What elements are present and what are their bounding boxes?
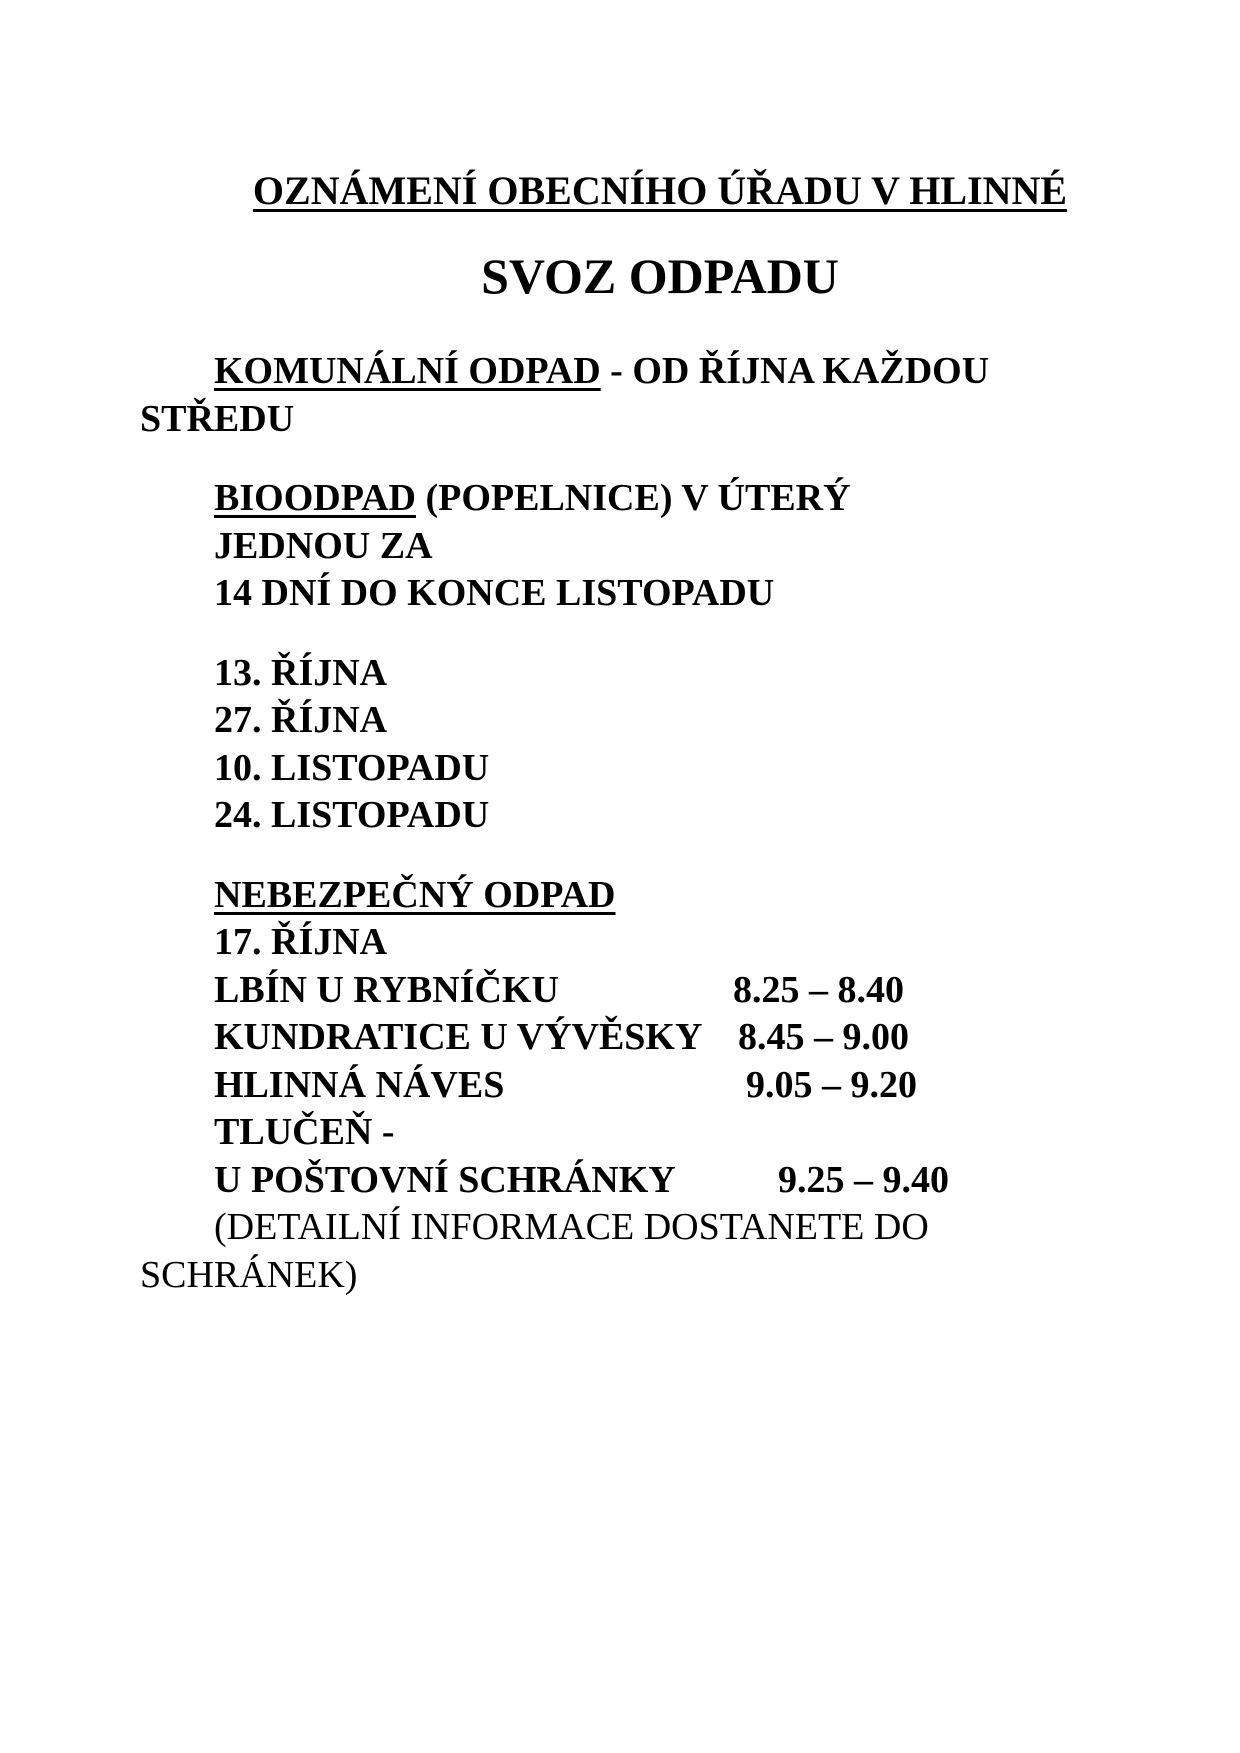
nebezpecny-line bbox=[214, 872, 1180, 920]
bioodpad-line bbox=[214, 475, 1180, 523]
bioodpad-line3: 14 DNÍ DO KONCE LISTOPADU bbox=[214, 572, 775, 614]
bioodpad-heading: BIOODPAD bbox=[214, 477, 416, 519]
komunalni-heading-rest: - OD ŘÍJNA KAŽDOU bbox=[600, 350, 990, 392]
bioodpad-date: 27. ŘÍJNA bbox=[214, 699, 388, 741]
stop-place: LBÍN U RYBNÍČKU bbox=[214, 968, 559, 1011]
stop-time: 9.05 – 9.20 bbox=[746, 1063, 917, 1106]
note-line-2: SCHRÁNEK) bbox=[140, 1253, 358, 1296]
stop-row bbox=[214, 1062, 1180, 1110]
stop-row bbox=[214, 1157, 1180, 1205]
bioodpad-line2: JEDNOU ZA bbox=[214, 524, 433, 567]
stop-place: HLINNÁ NÁVES bbox=[214, 1063, 505, 1106]
nebezpecny-date: 17. ŘÍJNA bbox=[214, 921, 388, 963]
komunalni-heading: KOMUNÁLNÍ ODPAD bbox=[214, 350, 601, 392]
stop-row bbox=[214, 1109, 1180, 1157]
stop-place: TLUČEŇ - bbox=[214, 1111, 395, 1153]
page-subtitle: SVOZ ODPADU bbox=[481, 248, 839, 304]
bioodpad-heading-rest: (POPELNICE) V ÚTERÝ bbox=[415, 477, 851, 519]
page-title-text: OZNÁMENÍ OBECNÍHO ÚŘADU V HLINNÉ bbox=[252, 168, 1068, 213]
bioodpad-date: 10. LISTOPADU bbox=[214, 746, 490, 789]
stop-place: U POŠTOVNÍ SCHRÁNKY bbox=[214, 1158, 676, 1201]
nebezpecny-heading: NEBEZPEČNÝ ODPAD bbox=[214, 873, 616, 916]
page-title bbox=[140, 167, 1180, 215]
komunalni-wrap-line: STŘEDU bbox=[140, 397, 295, 440]
bioodpad-date: 13. ŘÍJNA bbox=[214, 651, 388, 694]
bioodpad-date: 24. LISTOPADU bbox=[214, 794, 490, 836]
komunalni-line bbox=[214, 348, 1180, 396]
note-line-1: (DETAILNÍ INFORMACE DOSTANETE DO bbox=[214, 1206, 929, 1248]
stop-row bbox=[214, 967, 1180, 1015]
stop-time: 8.25 – 8.40 bbox=[733, 968, 904, 1011]
stop-time: 8.45 – 9.00 bbox=[738, 1016, 909, 1058]
stop-row bbox=[214, 1014, 1180, 1062]
stop-place: KUNDRATICE U VÝVĚSKY bbox=[214, 1016, 703, 1058]
stop-time: 9.25 – 9.40 bbox=[778, 1158, 949, 1201]
